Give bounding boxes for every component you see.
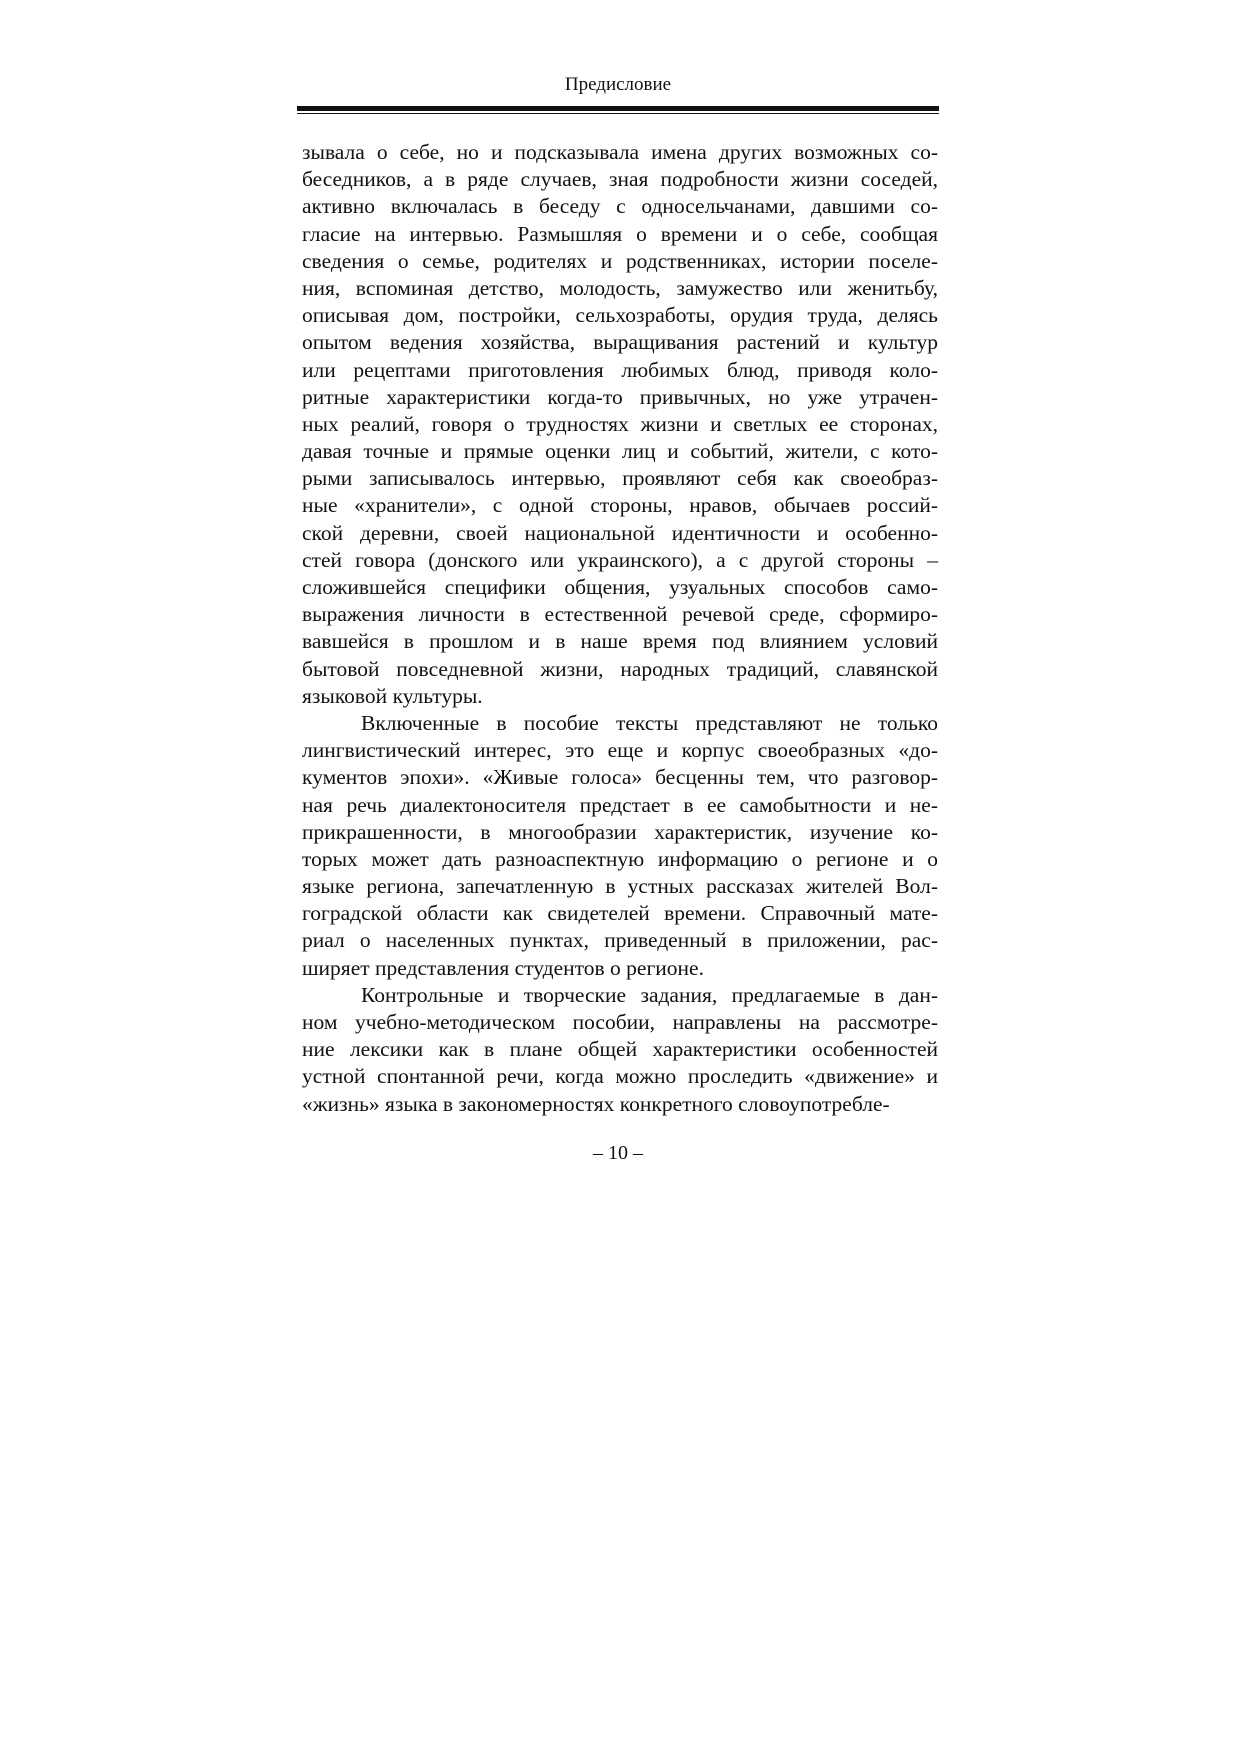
text-line: рыми записывалось интервью, проявляют себя как своеобраз-	[302, 466, 938, 491]
text-line: вавшейся в прошлом и в наше время под влиянием условий	[302, 629, 938, 654]
text-line: прикрашенности, в многообразии характеристик, изучение ко-	[302, 819, 938, 844]
text-line: ные «хранители», с одной стороны, нравов, обычаев россий-	[302, 493, 938, 518]
paragraph	[302, 982, 938, 1118]
header-rule-thin	[297, 113, 939, 114]
body-text	[302, 139, 938, 1118]
text-line: ние лексики как в плане общей характеристики особенностей	[302, 1037, 938, 1062]
text-line: риал о населенных пунктах, приведенный в приложении, рас-	[302, 928, 938, 953]
text-line: ния, вспоминая детство, молодость, замужество или женитьбу,	[302, 275, 938, 300]
text-line: опытом ведения хозяйства, выращивания растений и культур	[302, 330, 938, 355]
text-line: ная речь диалектоносителя предстает в ее самобытности и не-	[302, 792, 938, 817]
text-line: ской деревни, своей национальной идентичности и особенно-	[302, 520, 938, 545]
text-line: кументов эпохи». «Живые голоса» бесценны тем, что разговор-	[302, 765, 938, 790]
paragraph	[302, 710, 938, 982]
text-line: языке региона, запечатленную в устных рассказах жителей Вол-	[302, 874, 938, 899]
text-line: стей говора (донского или украинского), а с другой стороны –	[302, 547, 938, 572]
text-line: гласие на интервью. Размышляя о времени и о себе, сообщая	[302, 221, 938, 246]
text-line: или рецептами приготовления любимых блюд, приводя коло-	[302, 357, 938, 382]
running-header-title: Предисловие	[564, 74, 672, 95]
text-line: ритные характеристики когда-то привычных, но уже утрачен-	[302, 384, 938, 409]
text-line: «жизнь» языка в закономерностях конкретного словоупотребле-	[302, 1091, 890, 1116]
text-line: беседников, а в ряде случаев, зная подробности жизни соседей,	[302, 167, 938, 192]
text-line: активно включалась в беседу с односельчанами, давшими со-	[302, 194, 938, 219]
text-line: сложившейся специфики общения, узуальных способов само-	[302, 575, 938, 599]
text-line: выражения личности в естественной речевой среде, сформиро-	[302, 602, 938, 627]
text-line: языковой культуры.	[302, 683, 483, 708]
text-line: описывая дом, постройки, сельхозработы, орудия труда, делясь	[302, 303, 938, 328]
text-line: Включенные в пособие тексты представляют не только	[361, 710, 938, 735]
text-line: давая точные и прямые оценки лиц и событий, жители, с кото-	[302, 439, 938, 464]
text-line: гоградской области как свидетелей времени. Справочный мате-	[302, 901, 938, 926]
page-number: – 10 –	[593, 1142, 643, 1164]
text-line: Контрольные и творческие задания, предлагаемые в дан-	[361, 982, 938, 1007]
text-line: зывала о себе, но и подсказывала имена других возможных со-	[302, 140, 938, 164]
text-line: сведения о семье, родителях и родственниках, истории поселе-	[302, 248, 938, 273]
text-line: торых может дать разноаспектную информацию о регионе и о	[302, 846, 938, 871]
text-line: бытовой повседневной жизни, народных традиций, славянской	[302, 656, 938, 681]
text-line: ном учебно-методическом пособии, направлены на рассмотре-	[302, 1010, 938, 1034]
text-line: ширяет представления студентов о регионе.	[302, 955, 704, 980]
paragraph	[302, 139, 938, 710]
text-line: устной спонтанной речи, когда можно проследить «движение» и	[302, 1064, 938, 1089]
text-line: ных реалий, говоря о трудностях жизни и светлых ее сторонах,	[302, 411, 938, 436]
text-line: лингвистический интерес, это еще и корпус своеобразных «до-	[302, 738, 938, 763]
header-rule-thick	[297, 106, 939, 111]
